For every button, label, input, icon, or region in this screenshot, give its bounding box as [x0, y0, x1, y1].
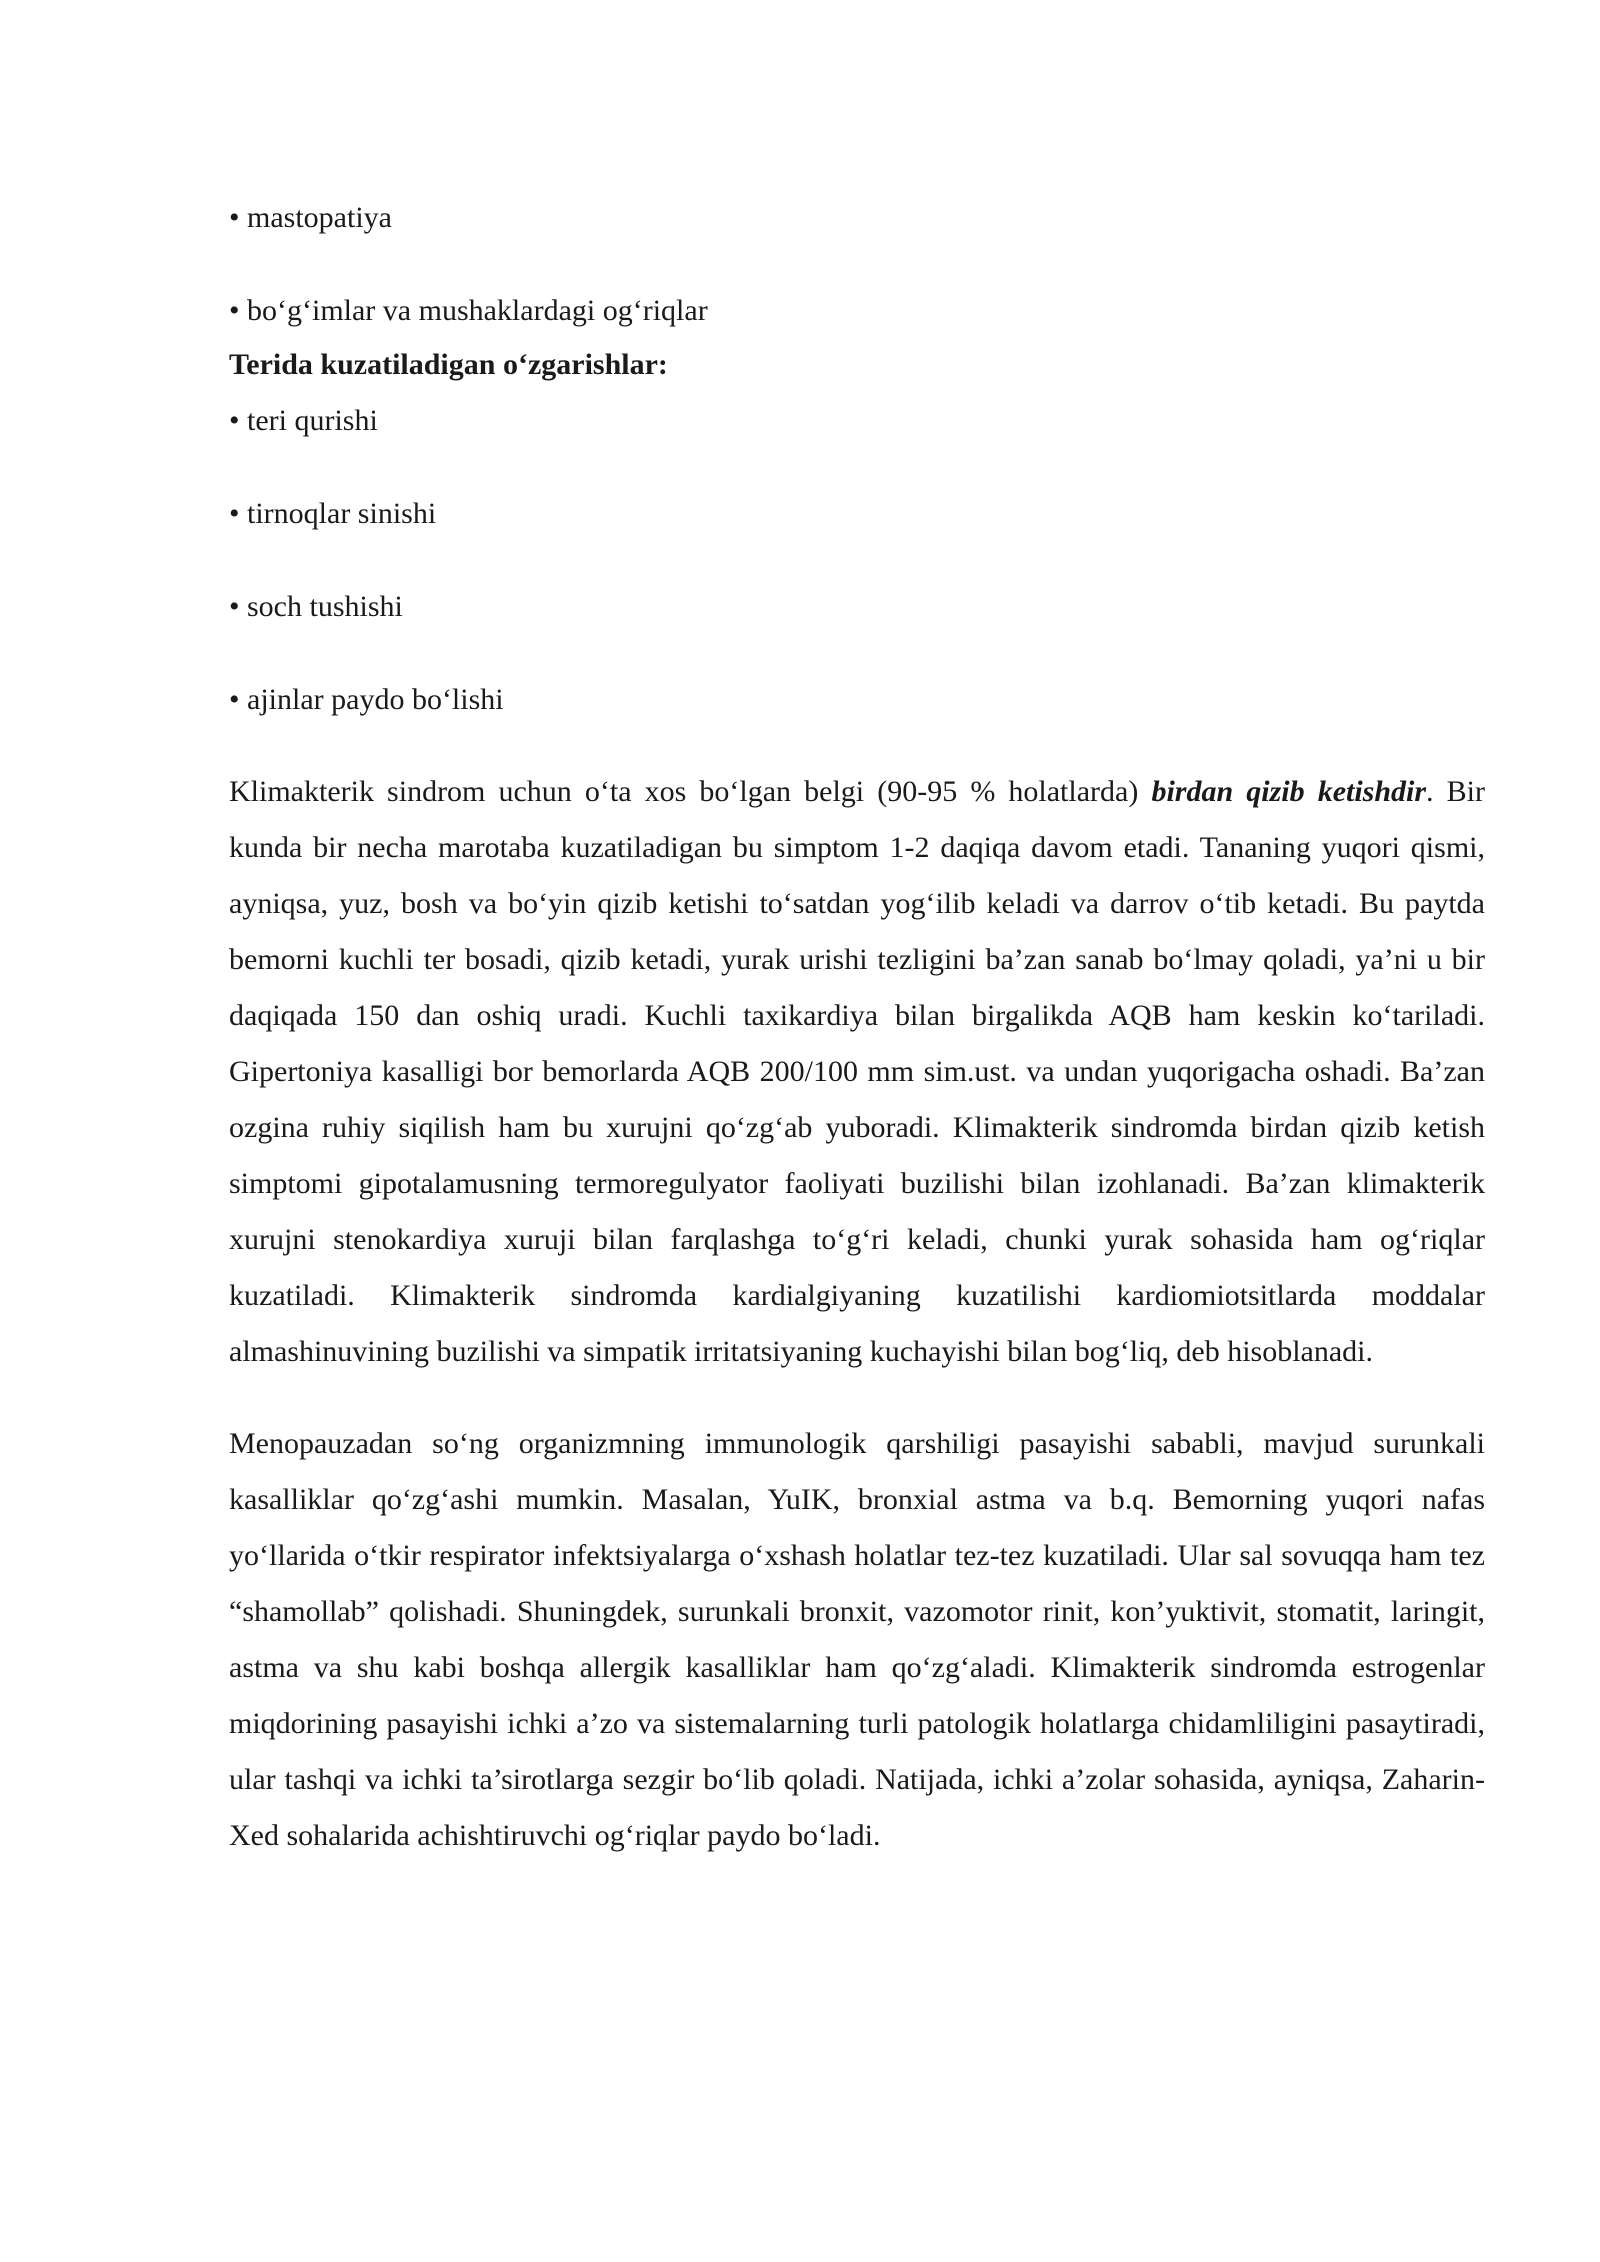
list-item: • teri qurishi	[229, 404, 378, 437]
skin-changes-list	[229, 393, 1485, 728]
symptom-list	[229, 190, 1485, 339]
list-item: • mastopatiya	[229, 201, 392, 234]
list-item: • ajinlar paydo bo‘lishi	[229, 683, 504, 716]
list-item: • tirnoqlar sinishi	[229, 497, 437, 530]
emphasized-term: birdan qizib ketishdir	[1151, 775, 1427, 808]
section-heading: Terida kuzatiladigan o‘zgarishlar:	[229, 348, 668, 381]
list-item: • soch tushishi	[229, 590, 403, 623]
paragraph-hot-flashes	[229, 764, 1485, 1380]
paragraph-text: . Bir kunda bir necha marotaba kuzatiladigan bu simptom 1-2 daqiqa davom etadi. Tananing yuqori qismi, ayniqsa, yuz, bosh va bo‘yin qizib ketishi to‘satdan yog‘ilib keladi va darrov o‘tib ketadi. Bu paytda bemorni kuchli ter bosadi, qizib ketadi, yurak urishi tezligini ba’zan sanab bo‘lmay qoladi, ya’ni u bir daqiqada 150 dan oshiq uradi. Kuchli taxikardiya bilan birgalikda AQB ham keskin ko‘tariladi. Gipertoniya kasalligi bor bemorlarda AQB 200/100 mm sim.ust. va undan yuqorigacha oshadi. Ba’zan ozgina ruhiy siqilish ham bu xurujni qo‘zg‘ab yuboradi. Klimakterik sindromda birdan qizib ketish simptomi gipotalamusning termoregulyator faoliyati buzilishi bilan izohlanadi. Ba’zan klimakterik xurujni stenokardiya xuruji bilan farqlashga to‘g‘ri keladi, chunki yurak sohasida ham og‘riqlar kuzatiladi. Klimakterik sindromda kardialgiyaning kuzatilishi kardiomiotsitlarda moddalar almashinuvining buzilishi va simpatik irritatsiyaning kuchayishi bilan bog‘liq, deb hisoblanadi.	[229, 775, 1485, 1368]
document-body	[229, 190, 1485, 1864]
list-item: • bo‘g‘imlar va mushaklardagi og‘riqlar	[229, 294, 708, 327]
paragraph-immunity: Menopauzadan so‘ng organizmning immunologik qarshiligi pasayishi sababli, mavjud surunkali kasalliklar qo‘zg‘ashi mumkin. Masalan, YuIK, bronxial astma va b.q. Bemorning yuqori nafas yo‘llarida o‘tkir respirator infektsiyalarga o‘xshash holatlar tez-tez kuzatiladi. Ular sal sovuqqa ham tez “shamollab” qolishadi. Shuningdek, surunkali bronxit, vazomotor rinit, kon’yuktivit, stomatit, laringit, astma va shu kabi boshqa allergik kasalliklar ham qo‘zg‘aladi. Klimakterik sindromda estrogenlar miqdorining pasayishi ichki a’zo va sistemalarning turli patologik holatlarga chidamliligini pasaytiradi, ular tashqi va ichki ta’sirotlarga sezgir bo‘lib qoladi. Natijada, ichki a’zolar sohasida, ayniqsa, Zaharin-Xed sohalarida achishtiruvchi og‘riqlar paydo bo‘ladi.	[229, 1427, 1485, 1852]
paragraph-text: Klimakterik sindrom uchun o‘ta xos bo‘lgan belgi (90-95 % holatlarda)	[229, 775, 1152, 808]
